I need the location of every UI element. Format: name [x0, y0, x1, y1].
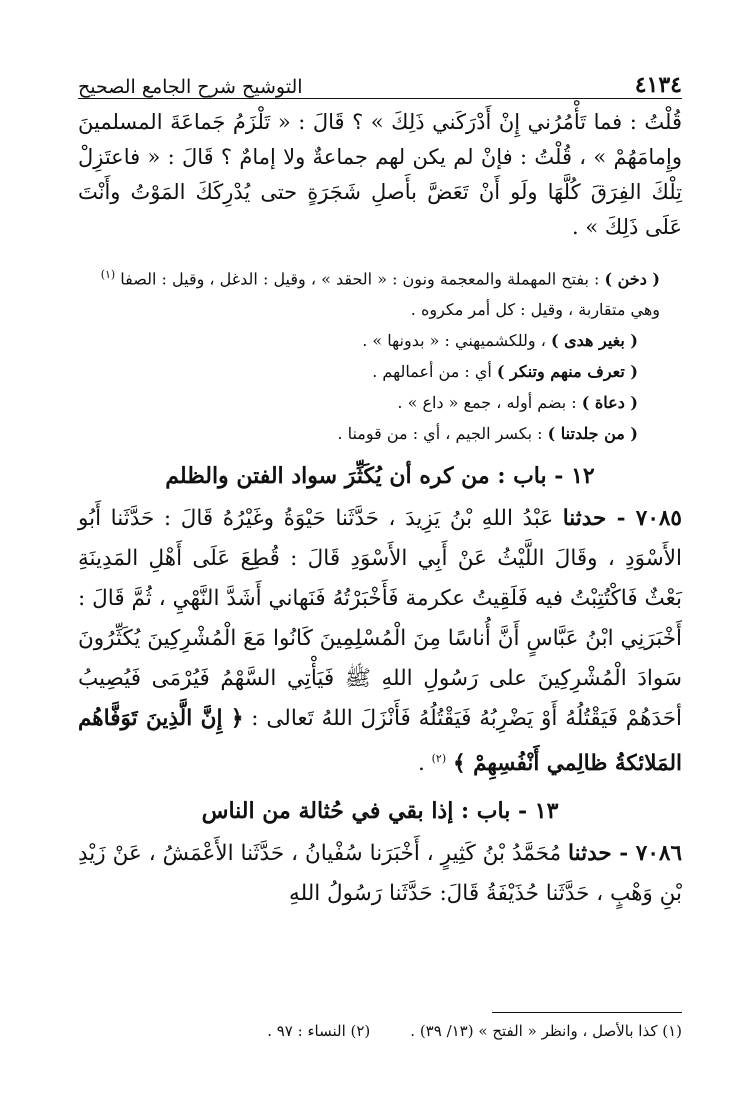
note-term: ( بغير هدى ) — [550, 331, 638, 351]
footnotes — [78, 1022, 682, 1040]
book-page — [78, 60, 682, 1070]
chapter-heading: ١٣ - باب : إذا بقي في حُثالة من الناس — [201, 798, 559, 825]
note-term: ( من جلدتنا ) — [547, 424, 638, 444]
note-term: ( دعاة ) — [581, 393, 638, 413]
note-item — [78, 325, 682, 356]
note-text: ، وللكشميهني : « بدونها » . — [362, 331, 551, 351]
running-title: التوشيح شرح الجامع الصحيح — [78, 76, 303, 98]
hadith-7085 — [78, 499, 682, 784]
note-term: ( دخن ) — [604, 269, 660, 289]
footnote-ref: (٢) — [431, 752, 447, 766]
main-text — [78, 105, 682, 245]
note-item — [78, 356, 682, 387]
note-item — [78, 418, 682, 449]
hadith-end: . — [417, 751, 432, 777]
hadith-7086 — [78, 834, 682, 914]
footnote-item: (٢) النساء : ٩٧ . — [267, 1022, 371, 1040]
hadith-text: مُحَمَّدُ بْنُ كَثِيرٍ ، أَخْبَرَنا سُفْيانُ ، حَدَّثَنا الأَعْمَشُ ، عَنْ زَيْدِ بْنِ وَهْبٍ ، حَدَّثَنا حُذَيْفَةُ قَالَ: حَدَّثَنا رَسُولُ اللهِ — [78, 841, 682, 907]
footnote-ref: (١) — [100, 268, 116, 281]
page-header — [78, 60, 682, 99]
note-item — [78, 387, 682, 418]
page-number: ٤١٣٤ — [634, 72, 682, 98]
note-item — [78, 259, 682, 325]
commentary-notes — [78, 259, 682, 449]
note-term: ( تعرف منهم وتنكر ) — [496, 362, 638, 382]
note-text: أي : من أعمالهم . — [372, 362, 497, 382]
note-text: : بضم أوله ، جمع « داع » . — [397, 393, 582, 413]
chapter-heading: ١٢ - باب : من كره أن يُكَثِّرَ سواد الفتن والظلم — [165, 463, 595, 490]
note-text: : بكسر الجيم ، أي : من قومنا . — [337, 424, 548, 444]
hadith-paragraph — [78, 834, 682, 914]
note-text: وهي متقاربة ، وقيل : كل أمر مكروه . — [410, 300, 660, 320]
hadith-number: ٧٠٨٦ - حدثنا — [568, 841, 682, 867]
hadith-number: ٧٠٨٥ - حدثنا — [562, 506, 682, 532]
note-text: : بفتح المهملة والمعجمة ونون : « الحقد » ، وقيل : الدغل ، وقيل : الصفا — [115, 269, 605, 289]
footnote-item: (١) كذا بالأصل ، وانظر « الفتح » (١٣/ ٣٩) . — [410, 1022, 682, 1040]
footnote-divider — [492, 1012, 682, 1013]
quran-quote: ﴿ إِنَّ الَّذِينَ تَوَفَّاهُم المَلائكةُ ظالِمي أَنْفُسِهِمْ ﴾ — [78, 706, 682, 777]
hadith-paragraph — [78, 499, 682, 784]
main-paragraph: قُلْتُ : فما تَأْمُرُني إِنْ أَدْرَكَني ذَلِكَ » ؟ قَالَ : « تَلْزَمُ جَماعَةَ المسلمينَ وإِمامَهُمْ » ، قُلْتُ : فإنْ لم يكن لهم جماعةٌ ولا إمامٌ ؟ قَالَ : « فاعتَزِلْ تِلْكَ الفِرَقَ كُلَّهَا ولَو أَنْ تَعَضَّ بأَصلِ شَجَرَةٍ حتى يُدْرِكَكَ المَوْتُ وأَنْتَ عَلَى ذَلِكَ » . — [78, 110, 682, 239]
hadith-text: عَبْدُ اللهِ بْنُ يَزِيدَ ، حَدَّثَنا حَيْوَةُ وغَيْرُهُ قَالَ : حَدَّثَنا أَبُو الأَسْوَدِ ، وقَالَ اللَّيْثُ عَنْ أَبِي الأَسْوَدِ قَالَ : قُطِعَ عَلَى أَهْلِ المَدِينَةِ بَعْثٌ فَاكْتُتِبْتُ فيه فَلَقِيتُ عكرمة فَأَخْبَرْتُهُ فَنَهاني أَشَدَّ النَّهْيِ ، ثُمَّ قَالَ : أَخْبَرَنِي ابْنُ عَبَّاسٍ أَنَّ أُناسًا مِنَ الْمُسْلِمِينَ كَانُوا مَعَ الْمُشْرِكِينَ يُكَثِّرُونَ سَوادَ الْمُشْرِكِينَ على رَسُولِ اللهِ ﷺ فَيَأْتِي السَّهْمُ فَيُرْمَى فَيُصِيبُ أحَدَهُمْ فَيَقْتُلُهُ أَوْ يَضْرِبُهُ فَيَقْتُلُهُ فَأَنْزَلَ اللهُ تَعالى : — [78, 506, 682, 732]
